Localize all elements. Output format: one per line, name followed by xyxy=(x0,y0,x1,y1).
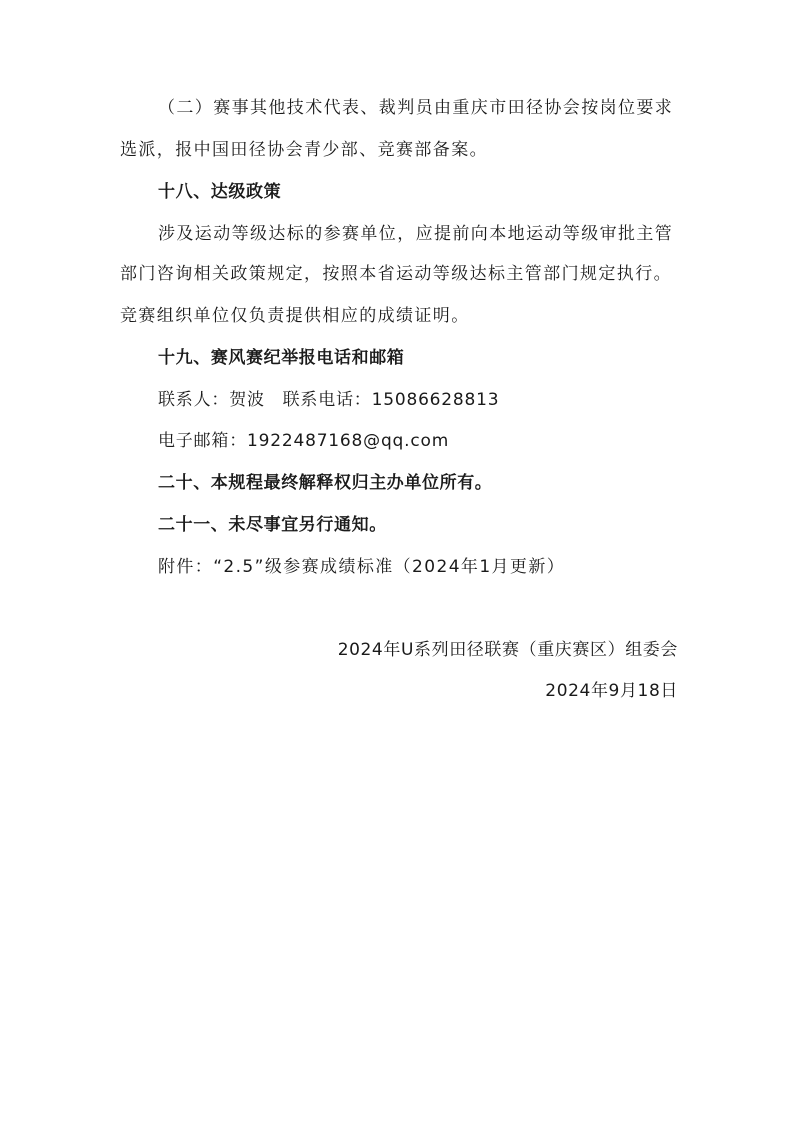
signature-date: 2024年9月18日 xyxy=(545,681,678,701)
paragraph-line: （二）赛事其他技术代表、裁判员由重庆市田径协会按岗位要求 xyxy=(158,98,674,118)
paragraph-line: 涉及运动等级达标的参赛单位，应提前向本地运动等级审批主管 xyxy=(158,224,674,244)
paragraph-line: 竞赛组织单位仅负责提供相应的成绩证明。 xyxy=(120,306,470,326)
section-heading-21: 二十一、未尽事宜另行通知。 xyxy=(158,515,387,535)
paragraph-line: 部门咨询相关政策规定，按照本省运动等级达标主管部门规定执行。 xyxy=(120,264,672,284)
signature-org: 2024年U系列田径联赛（重庆赛区）组委会 xyxy=(337,640,678,660)
paragraph-line: 选派，报中国田径协会青少部、竞赛部备案。 xyxy=(120,140,488,160)
email-line: 电子邮箱：1922487168@qq.com xyxy=(158,431,450,451)
section-heading-18: 十八、达级政策 xyxy=(158,182,282,202)
contact-line: 联系人：贺波 联系电话：15086628813 xyxy=(158,390,500,410)
section-heading-19: 十九、赛风赛纪举报电话和邮箱 xyxy=(158,348,405,368)
attachment-line: 附件：“2.5”级参赛成绩标准（2024年1月更新） xyxy=(158,557,566,577)
section-heading-20: 二十、本规程最终解释权归主办单位所有。 xyxy=(158,473,493,493)
